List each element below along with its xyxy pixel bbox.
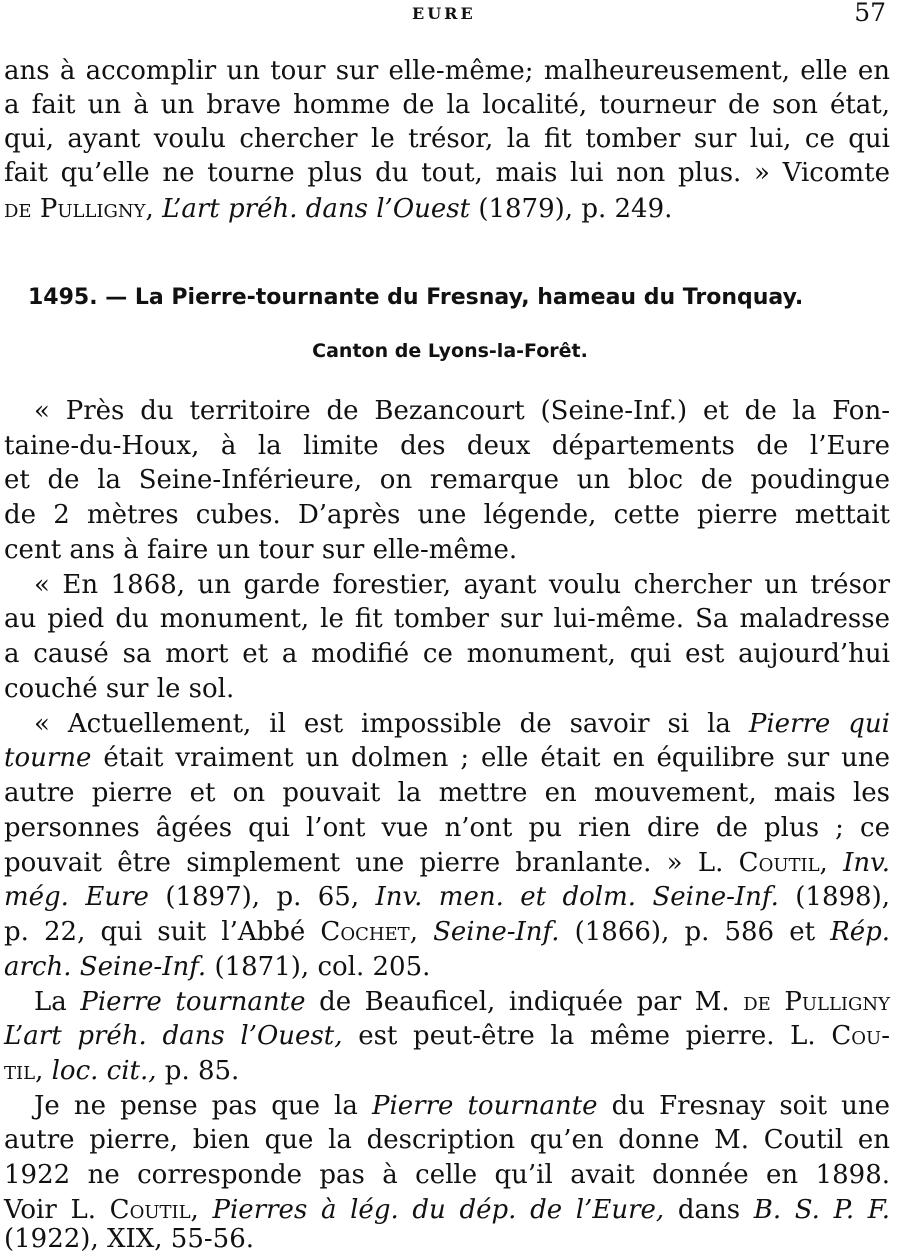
text-line: ans à accomplir un tour sur elle-même; malheureusement, elle en	[4, 56, 890, 86]
text-line: autre pierre, bien que la description qu’en donne M. Coutil en	[4, 1125, 890, 1155]
entry-heading: 1495. — La Pierre-tournante du Fresnay, hameau du Tronquay.	[28, 285, 804, 310]
citation: p. 85.	[164, 1056, 240, 1086]
running-head: EURE	[412, 4, 476, 23]
work-title: Rép.	[830, 917, 891, 947]
text-line: fait qu’elle ne tourne plus du tout, mais lui non plus. » Vicomte	[4, 158, 890, 188]
text-run: Je ne pense pas que la	[34, 1091, 358, 1121]
text-line: et de la Seine-Inférieure, on remarque un bloc de poudingue	[4, 465, 890, 495]
text-line: « Près du territoire de Bezancourt (Seine-Inf.) et de la Fon-	[34, 396, 890, 426]
text-line	[4, 192, 890, 226]
text-line	[4, 1019, 890, 1053]
work-title: Pierres à lég. du dép. de l’Eure,	[212, 1195, 665, 1225]
text-line	[34, 1089, 890, 1123]
text-line	[34, 985, 890, 1019]
text-line: a fait un à un brave homme de la localité, tourneur de son état,	[4, 90, 890, 120]
text-line	[4, 1054, 890, 1088]
text-line: au pied du monument, le fit tomber sur lui-même. Sa maladresse	[4, 604, 890, 634]
work-title: arch. Seine-Inf.	[4, 952, 207, 982]
author-name: de Pulligny	[743, 987, 891, 1017]
text-run: « Actuellement, il est impossible de savoir si la	[34, 709, 731, 739]
author-name: Cochet,	[320, 917, 418, 947]
text-run: était vraiment un dolmen ; elle était en équilibre sur une	[103, 743, 890, 773]
text-line: couché sur le sol.	[4, 674, 235, 704]
work-title: Seine-Inf.	[433, 917, 560, 947]
text-line: autre pierre et on pouvait la mettre en mouvement, mais les	[4, 778, 890, 808]
text-run: dans	[677, 1195, 741, 1225]
text-line: de 2 mètres cubes. D’après une légende, cette pierre mettait	[4, 500, 890, 530]
text-line	[4, 741, 890, 775]
text-run: du Fresnay soit une	[611, 1091, 891, 1121]
italic-term: tourne	[4, 743, 92, 773]
text-line	[4, 846, 890, 880]
work-title: Inv. men. et dolm. Seine-Inf.	[375, 882, 779, 912]
text-line: qui, ayant voulu chercher le trésor, la fit tomber sur lui, ce qui	[4, 124, 890, 154]
work-title: még. Eure	[4, 882, 149, 912]
text-line	[4, 915, 890, 949]
text-line: 1922 ne corresponde pas à celle qu’il avait donnée en 1898.	[4, 1160, 890, 1190]
text-line: (1922), XIX, 55-56.	[4, 1224, 255, 1254]
text-line: personnes âgées qui l’ont vue n’ont pu rien dire de plus ; ce	[4, 813, 890, 843]
work-title: L’art préh. dans l’Ouest,	[4, 1021, 343, 1051]
italic-term: Pierre tournante	[80, 987, 306, 1017]
text-run: La	[34, 987, 67, 1017]
text-line: « En 1868, un garde forestier, ayant voulu chercher un trésor	[34, 570, 890, 600]
italic-term: Pierre tournante	[371, 1091, 598, 1121]
citation: (1871), col. 205.	[214, 952, 431, 982]
work-title: B. S. P. F.	[753, 1195, 891, 1225]
text-run: pouvait être simplement une pierre branlante. » L.	[4, 848, 724, 878]
text-run: Voir L.	[4, 1195, 96, 1225]
citation: (1879), p. 249.	[478, 194, 673, 224]
work-title: L’art préh. dans l’Ouest	[162, 194, 471, 224]
author-name: Coutil,	[738, 848, 828, 878]
author-name: Cou-	[831, 1021, 890, 1051]
text-run: est peut-être la même pierre. L.	[358, 1021, 816, 1051]
italic-term: loc. cit.,	[51, 1056, 157, 1086]
text-run: de Beauficel, indiquée par M.	[319, 987, 730, 1017]
text-line: a causé sa mort et a modifié ce monument, qui est aujourd’hui	[4, 639, 890, 669]
citation: (1866), p. 586 et	[574, 917, 816, 947]
text-line	[34, 707, 890, 741]
author-name: de Pulligny,	[4, 194, 154, 224]
text-line	[4, 880, 890, 914]
text-run: p. 22, qui suit l’Abbé	[4, 917, 306, 947]
text-line: taine-du-Houx, à la limite des deux départements de l’Eure	[4, 431, 890, 461]
work-title: Inv.	[843, 848, 890, 878]
text-line	[4, 950, 890, 984]
text-line: cent ans à faire un tour sur elle-même.	[4, 535, 518, 565]
author-name: Coutil,	[109, 1195, 199, 1225]
italic-term: Pierre qui	[748, 709, 890, 739]
page-number: 57	[854, 0, 886, 27]
entry-subheading: Canton de Lyons-la-Forêt.	[312, 340, 588, 362]
citation: (1898),	[795, 882, 890, 912]
author-name: til,	[4, 1056, 44, 1086]
citation: (1897), p. 65,	[165, 882, 360, 912]
